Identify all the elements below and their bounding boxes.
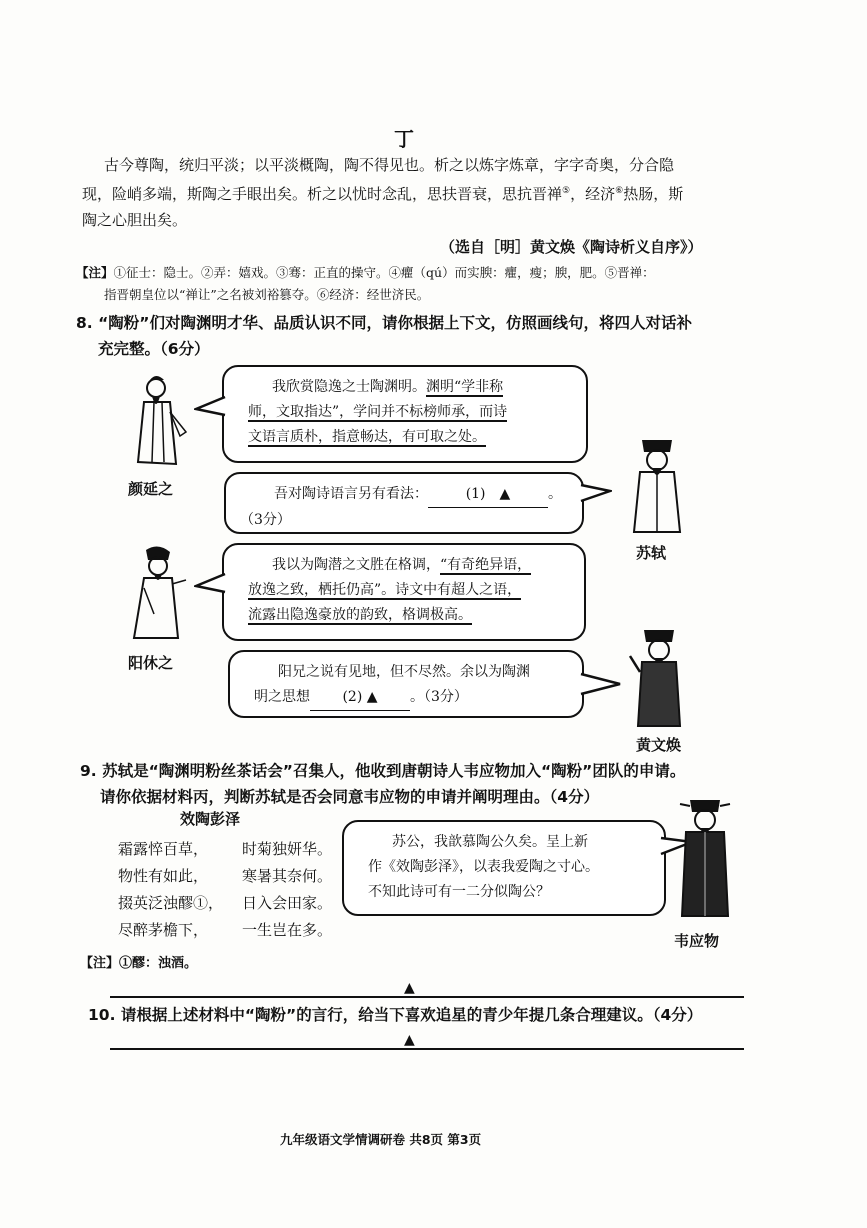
poem-line: 物性有如此， 寒暑其奈何。 <box>118 867 333 885</box>
bubble-tail <box>194 572 226 594</box>
bubble-tail <box>580 483 612 505</box>
name-wei-yingwu: 韦应物 <box>674 932 720 950</box>
underlined-sentence: “有奇绝异语， <box>440 557 532 573</box>
speech-bubble-wei: 苏公，我歆慕陶公久矣。呈上新 作《效陶彭泽》，以表我爱陶之寸心。 不知此诗可有一二分似陶公？ <box>342 820 666 916</box>
poem-line: 霜露悴百草， 时菊独妍华。 <box>118 840 333 858</box>
underlined-sentence: 师，文取指达”，学问并不标榜师承，而诗 <box>248 404 508 420</box>
name-su-shi: 苏轼 <box>636 544 667 562</box>
notes-label: 【注】 <box>76 265 114 280</box>
name-yan-yanzhi: 颜延之 <box>128 480 174 498</box>
huang-wenhuan-figure <box>626 626 692 730</box>
wei-yingwu-figure <box>672 796 738 920</box>
section-title: 丁 <box>394 127 414 151</box>
poem <box>118 836 332 944</box>
answer-line[interactable] <box>110 996 744 998</box>
passage-line: 现，险峭多端，斯陶之手眼出矣。析之以忧时念乱，思扶晋衰，思抗晋禅⑤，经济⑥热肠，斯 <box>82 185 684 203</box>
underlined-sentence: 放逸之致，栖托仍高”。诗文中有超人之语， <box>248 582 522 598</box>
notes-line: ①征士：隐士。②弄：嬉戏。③骞：正直的操守。④癯（qú）而实腴：癯，瘦；腴，肥。⑤晋禅： <box>113 265 655 280</box>
name-yang-xiuzhi: 阳休之 <box>128 654 174 672</box>
su-shi-figure <box>626 436 688 538</box>
answer-line[interactable] <box>110 1048 744 1050</box>
passage-source: （选自［明］黄文焕《陶诗析义自序》） <box>440 238 703 256</box>
speech-bubble-su-shi: 吾对陶诗语言另有看法： (1) ▲ 。 （3分） <box>224 472 584 534</box>
underlined-sentence: 文语言质朴，指意畅达，有可取之处。 <box>248 429 486 445</box>
passage-line: 陶之心胆出矣。 <box>82 211 188 229</box>
name-huang-wenhuan: 黄文焕 <box>636 736 682 754</box>
q9-note: 【注】①醪：浊酒。 <box>80 956 198 971</box>
yan-yanzhi-figure <box>124 372 194 472</box>
bubble-tail <box>194 395 226 417</box>
yang-xiuzhi-figure <box>124 544 194 644</box>
speech-bubble-yang: 我以为陶潜之文胜在格调，“有奇绝异语， 放逸之致，栖托仍高”。诗文中有超人之语， 流露出隐逸豪放的韵致，格调极高。 <box>222 543 586 641</box>
poem-line: 尽醉茅檐下， 一生岂在多。 <box>118 921 333 939</box>
passage <box>82 152 764 233</box>
answer-blank-2[interactable]: (2) ▲ <box>310 685 410 711</box>
speech-bubble-yan: 我欣赏隐逸之士陶渊明。渊明“学非称 师，文取指达”，学问并不标榜师承，而诗 文语言质朴，指意畅达，有可取之处。 <box>222 365 588 463</box>
answer-mark: ▲ <box>404 1032 415 1048</box>
q10-prompt: 10. 请根据上述材料中“陶粉”的言行，给当下喜欢追星的青少年提几条合理建议。（4分） <box>88 1006 703 1024</box>
bubble-tail <box>580 672 622 698</box>
passage-line: 古今尊陶，统归平淡；以平淡概陶，陶不得见也。析之以炼字炼章，字字奇奥，分合隐 <box>104 156 675 174</box>
page-footer: 九年级语文学情调研卷 共8页 第3页 <box>280 1132 482 1147</box>
notes-line: 指晋朝皇位以“禅让”之名被刘裕篡夺。⑥经济：经世济民。 <box>104 287 430 302</box>
notes <box>76 262 756 306</box>
underlined-sentence: 渊明“学非称 <box>426 379 504 395</box>
answer-mark: ▲ <box>404 980 415 996</box>
poem-line: 掇英泛浊醪①， 日入会田家。 <box>118 894 333 912</box>
q8-prompt: 8. “陶粉”们对陶渊明才华、品质认识不同，请你根据上下文，仿照画线句，将四人对话补 充完整。（6分） <box>76 314 692 358</box>
underlined-sentence: 流露出隐逸豪放的韵致，格调极高。 <box>248 607 472 623</box>
poem-title: 效陶彭泽 <box>180 810 241 828</box>
speech-bubble-huang: 阳兄之说有见地，但不尽然。余以为陶渊 明之思想 (2) ▲ 。（3分） <box>228 650 584 718</box>
q9-prompt: 9. 苏轼是“陶渊明粉丝茶话会”召集人，他收到唐朝诗人韦应物加入“陶粉”团队的申请。 请你依据材料丙，判断苏轼是否会同意韦应物的申请并阐明理由。（4分） <box>80 762 686 806</box>
answer-blank-1[interactable]: (1) ▲ <box>428 482 548 508</box>
